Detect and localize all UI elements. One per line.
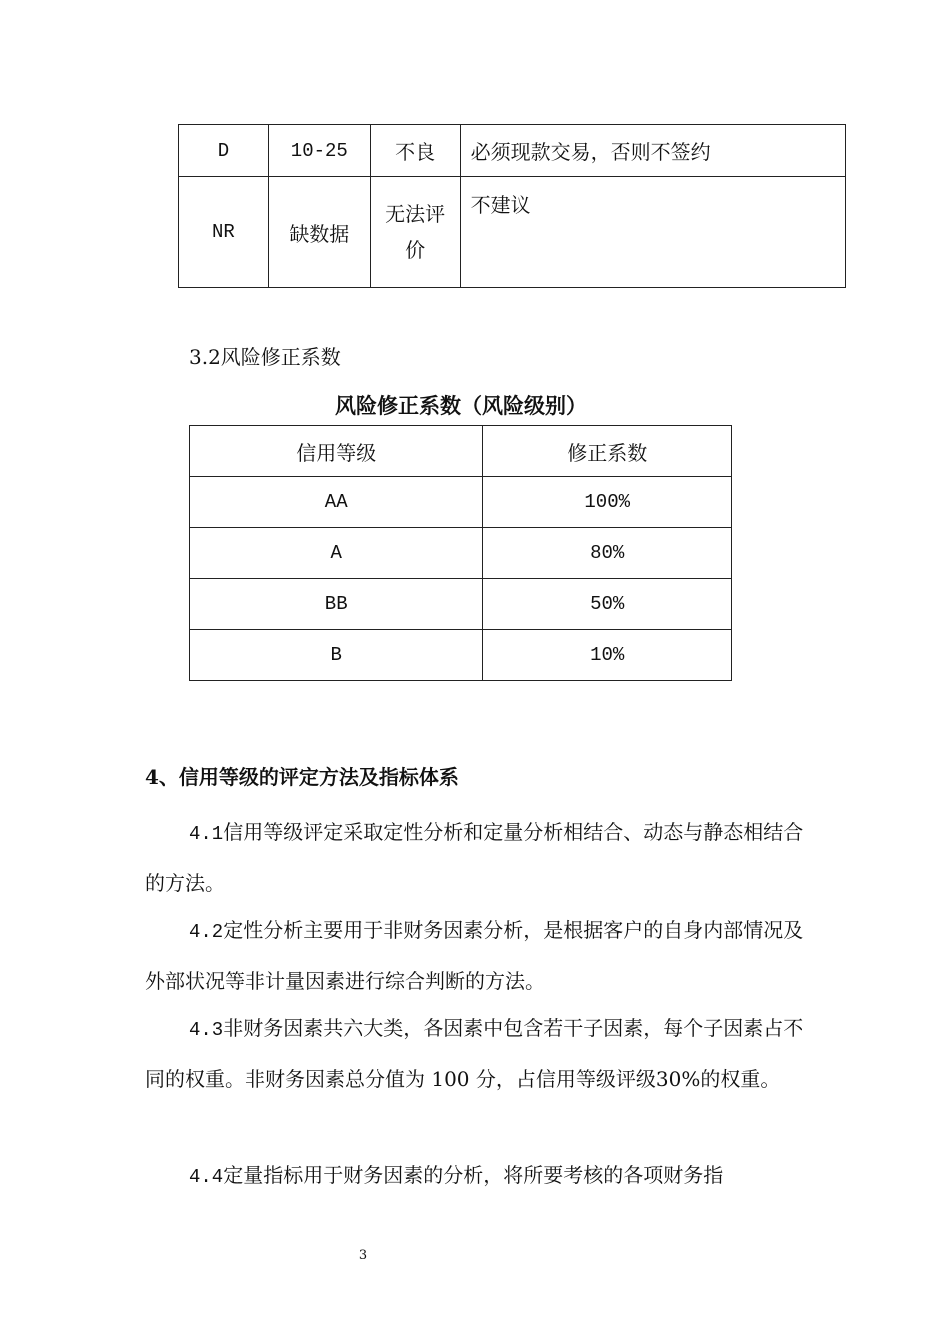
credit-grade-table-continued xyxy=(178,124,846,288)
score-cell: 缺数据 xyxy=(268,177,370,288)
paragraph-text: 信用等级评定采取定性分析和定量分析相结合、动态与静态相结合的方法。 xyxy=(145,820,804,895)
paragraph-text: 定性分析主要用于非财务因素分析，是根据客户的自身内部情况及外部状况等非计量因素进行综合判断的方法。 xyxy=(145,918,804,993)
paragraph-number: 4.3 xyxy=(189,1019,224,1041)
column-header-coef: 修正系数 xyxy=(483,426,732,477)
table-row xyxy=(190,477,732,528)
rating-text-line1: 无法评 xyxy=(385,202,446,226)
grade-cell: BB xyxy=(190,579,483,630)
coef-cell: 100% xyxy=(483,477,732,528)
section-3-2-title: 3.2风险修正系数 xyxy=(189,345,341,369)
grade-cell: NR xyxy=(179,177,269,288)
table-row xyxy=(190,579,732,630)
coef-cell: 50% xyxy=(483,579,732,630)
paragraph-text: 定量指标用于财务因素的分析，将所要考核的各项财务指 xyxy=(223,1163,724,1187)
paragraph-number: 4.4 xyxy=(189,1166,224,1188)
paragraph-4-1 xyxy=(145,808,805,908)
paragraph-4-4 xyxy=(145,1151,805,1202)
section-4-heading: 4、信用等级的评定方法及指标体系 xyxy=(145,765,459,789)
table-row xyxy=(190,630,732,681)
grade-cell: D xyxy=(179,125,269,177)
page-number: 3 xyxy=(358,1248,368,1263)
paragraph-number: 4.1 xyxy=(189,823,224,845)
table-row xyxy=(179,177,846,288)
coef-cell: 80% xyxy=(483,528,732,579)
table-header-row xyxy=(190,426,732,477)
risk-coefficient-table xyxy=(189,425,732,681)
advice-cell: 不建议 xyxy=(460,177,845,288)
coef-cell: 10% xyxy=(483,630,732,681)
paragraph-text: 非财务因素共六大类，各因素中包含若干子因素，每个子因素占不同的权重。非财务因素总分值为 100 分，占信用等级评级30%的权重。 xyxy=(145,1016,804,1091)
advice-cell: 必须现款交易，否则不签约 xyxy=(460,125,845,177)
column-header-grade: 信用等级 xyxy=(190,426,483,477)
table-row xyxy=(179,125,846,177)
paragraph-number: 4.2 xyxy=(189,921,224,943)
table-caption: 风险修正系数（风险级别） xyxy=(335,393,587,418)
paragraph-4-3 xyxy=(145,1004,805,1104)
grade-cell: AA xyxy=(190,477,483,528)
rating-text-line2: 价 xyxy=(405,238,426,262)
rating-cell xyxy=(370,177,460,288)
rating-cell: 不良 xyxy=(370,125,460,177)
grade-cell: B xyxy=(190,630,483,681)
paragraph-4-2 xyxy=(145,906,805,1006)
table-row xyxy=(190,528,732,579)
score-cell: 10-25 xyxy=(268,125,370,177)
grade-cell: A xyxy=(190,528,483,579)
